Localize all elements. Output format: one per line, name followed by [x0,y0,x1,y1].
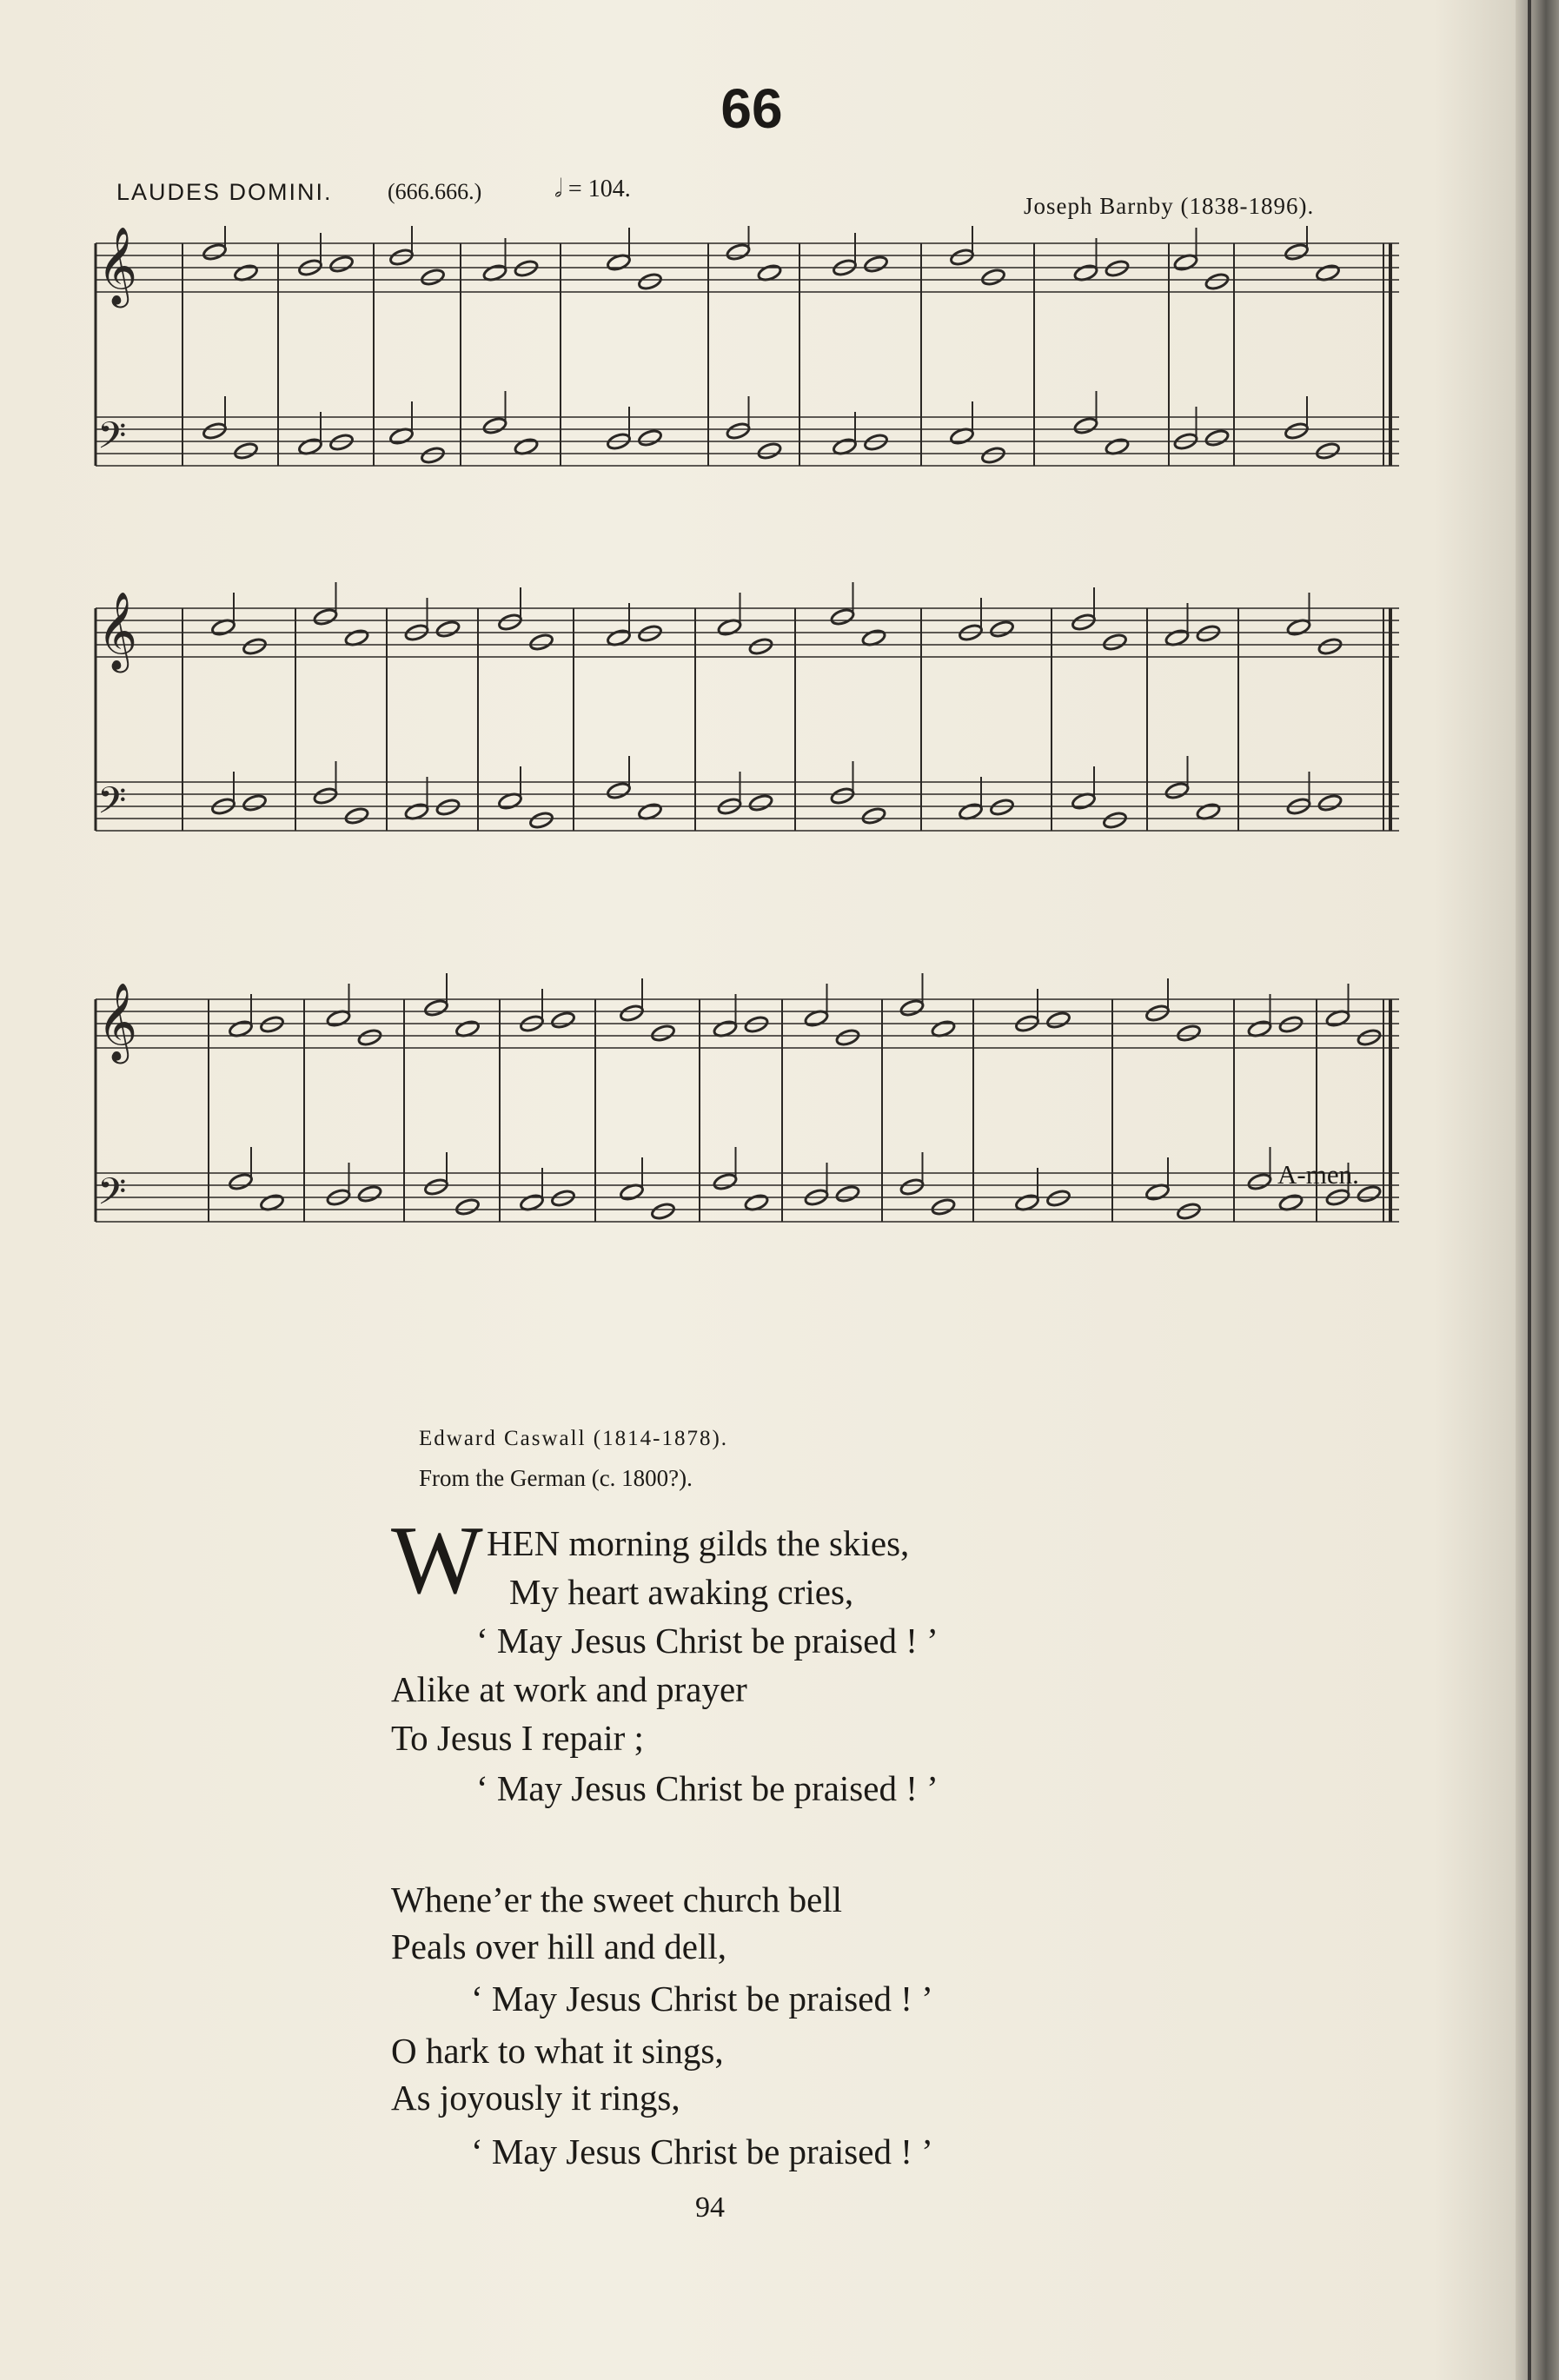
folio-number: 94 [695,2191,725,2224]
svg-text:𝄞: 𝄞 [97,592,138,670]
verse-line: O hark to what it sings, [391,2031,724,2071]
svg-text:𝄢: 𝄢 [97,414,127,467]
verse-line: As joyously it rings, [391,2078,680,2118]
verse-line: My heart awaking cries, [509,1572,854,1612]
composer-credit: Joseph Barnby (1838-1896). [1024,193,1315,219]
verse-line: ‘ May Jesus Christ be praised ! ’ [471,1979,933,2019]
amen-label: A-men. [1277,1159,1359,1190]
verse-line: Alike at work and prayer [391,1669,747,1709]
drop-cap: W [391,1507,483,1614]
verse-line: ‘ May Jesus Christ be praised ! ’ [471,2131,933,2171]
svg-text:𝄢: 𝄢 [97,779,127,832]
meter-label: (666.666.) [388,179,482,204]
verse-line: ‘ May Jesus Christ be praised ! ’ [476,1621,939,1661]
music-score [87,226,1425,1295]
book-binding-edge [1516,0,1559,2380]
svg-text:𝄞: 𝄞 [97,227,138,305]
verse-line: ‘ May Jesus Christ be praised ! ’ [476,1768,939,1808]
verse-line: HEN morning gilds the skies, [487,1523,910,1563]
verse-line: To Jesus I repair ; [391,1718,644,1758]
svg-text:𝄢: 𝄢 [97,1170,127,1223]
tempo-marking: 𝅗𝅥 = 104. [554,176,631,202]
page-number: 66 [720,77,783,140]
text-author: Edward Caswall (1814-1878). [419,1427,729,1450]
tune-name: LAUDES DOMINI. [116,179,333,205]
verse-line: Whene’er the sweet church bell [391,1879,843,1919]
text-source: From the German (c. 1800?). [419,1465,693,1491]
svg-text:𝄞: 𝄞 [97,983,138,1061]
verse-line: Peals over hill and dell, [391,1926,726,1966]
